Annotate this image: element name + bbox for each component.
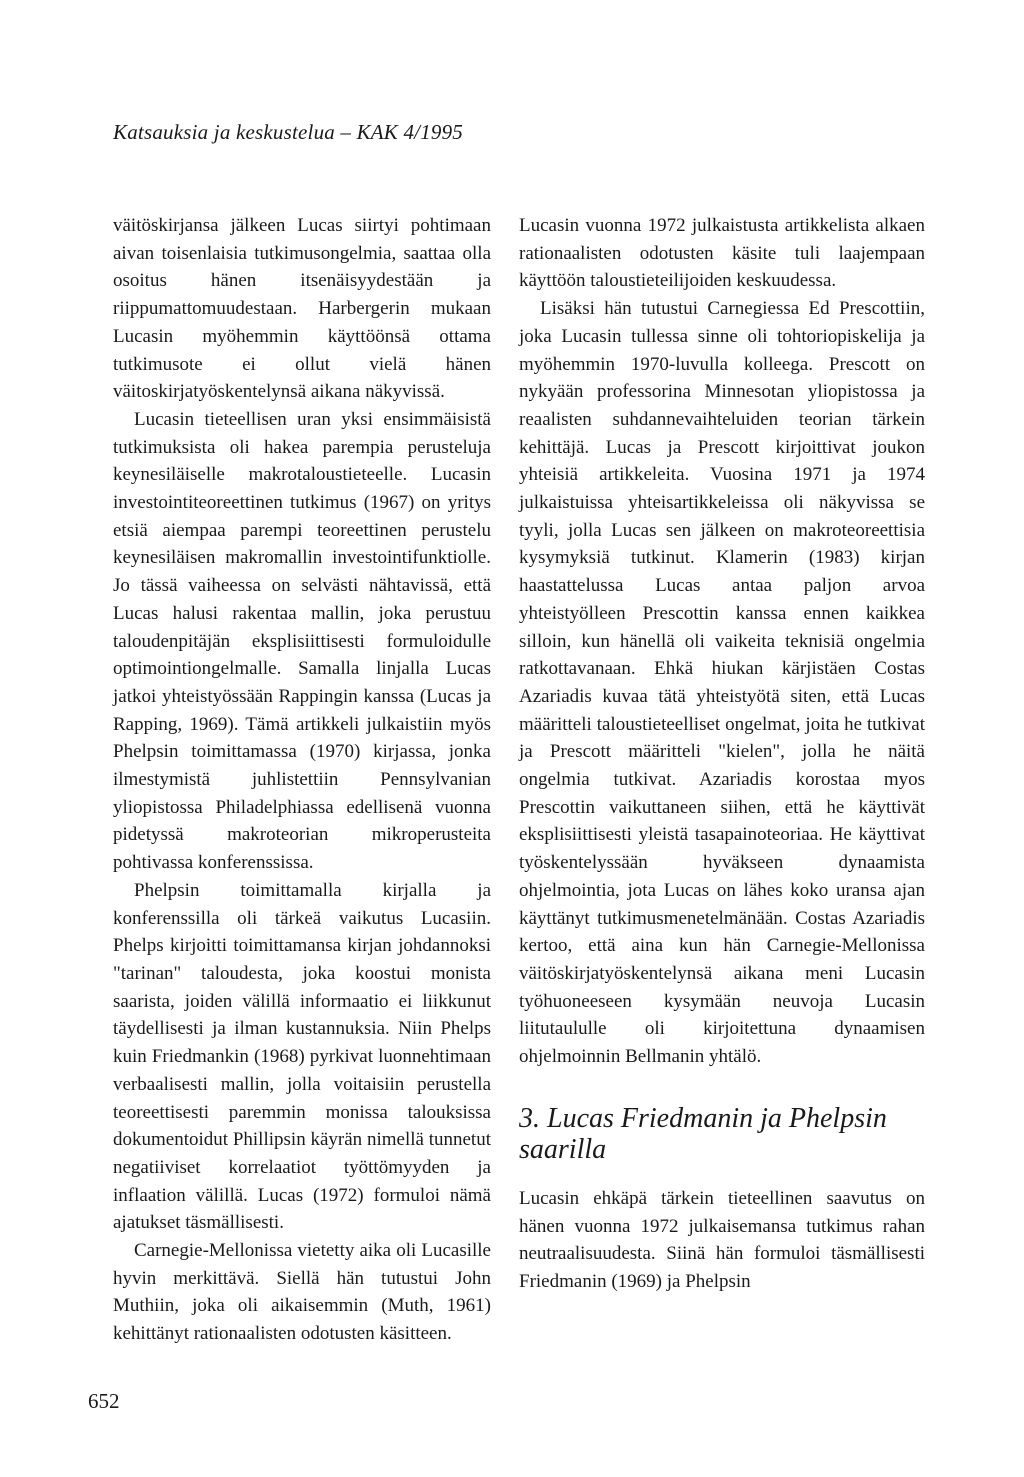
section-heading: 3. Lucas Friedmanin ja Phelpsin saarilla (519, 1102, 887, 1165)
left-column (113, 212, 491, 1348)
paragraph: Carnegie-Mellonissa vietetty aika oli Lucasille hyvin merkittävä. Siellä hän tutustui John Muthiin, joka oli aikaisemmin (Muth, 1961) kehittänyt rationaalisten odotusten käsitteen. (113, 1240, 491, 1345)
right-column (519, 212, 925, 1296)
paragraph: Phelpsin toimittamalla kirjalla ja konferenssilla oli tärkeä vaikutus Lucasiin. Phelps kirjoitti toimittamansa kirjan johdannoksi "tarinan" taloudesta, joka koostui monista saarista, joiden välillä informaatio ei liikkunut täydellisesti ja ilman kustannuksia. Niin Phelps kuin Friedmankin (1968) pyrkivat luonnehtimaan verbaalisesti mallin, jolla voitaisiin perustella teoreettisesti paremmin monissa talouksissa dokumentoidut Phillipsin käyrän nimellä tunnetut negatiiviset korrelaatiot työttömyyden ja inflaation välillä. Lucas (1972) formuloi nämä ajatukset täsmällisesti. (113, 879, 491, 1234)
paragraph: Lucasin vuonna 1972 julkaistusta artikkelista alkaen rationaalisten odotusten käsite tuli laajempaan käyttöön taloustieteilijoiden keskuudessa. (519, 215, 925, 292)
paragraph: väitöskirjansa jälkeen Lucas siirtyi pohtimaan aivan toisenlaisia tutkimusongelmia, saattaa olla osoitus hänen itsenäisyydestään ja riippumattomuudestaan. Harbergerin mukaan Lucasin myöhemmin käyttöönsä ottama tutkimusote ei ollut vielä hänen väitoskirjatyöskentelynsä aikana näkyvissä. (113, 215, 491, 403)
running-header: Katsauksia ja keskustelua – KAK 4/1995 (113, 120, 463, 144)
paragraph: Lucasin tieteellisen uran yksi ensimmäisistä tutkimuksista oli hakea parempia perusteluja keynesiläiselle makrotaloustieteelle. Lucasin investointiteoreettinen tutkimus (1967) on yritys etsiä aiempaa parempi teoreettinen perustelu keynesiläisen makromallin investointifunktiolle. Jo tässä vaiheessa on selvästi nähtavissä, että Lucas halusi rakentaa mallin, joka perustuu taloudenpitäjän eksplisiittisesti formuloidulle optimointiongelmalle. Samalla linjalla Lucas jatkoi yhteistyössään Rappingin kanssa (Lucas ja Rapping, 1969). Tämä artikkeli julkaistiin myös Phelpsin toimittamassa (1970) kirjassa, jonka ilmestymistä juhlistettiin Pennsylvanian yliopistossa Philadelphiassa edellisenä vuonna pidetyssä makroteorian mikroperusteita pohtivassa konferenssissa. (113, 408, 491, 874)
paragraph: Lisäksi hän tutustui Carnegiessa Ed Prescottiin, joka Lucasin tullessa sinne oli tohtoriopiskelija ja myöhemmin 1970-luvulla kolleega. Prescott on nykyään professorina Minnesotan yliopistossa ja reaalisten suhdannevaihteluiden teorian tärkein kehittäjä. Lucas ja Prescott kirjoittivat joukon yhteisiä artikkeleita. Vuosina 1971 ja 1974 julkaistuissa yhteisartikkeleissa oli näkyvissa se tyyli, jolla Lucas sen jälkeen on makroteoreettisia kysymyksiä tutkinut. Klamerin (1983) kirjan haastattelussa Lucas antaa paljon arvoa yhteistyölleen Prescottin kanssa ennen kaikkea silloin, kun hänellä oli vaikeita teknisiä ongelmia ratkottavanaan. Ehkä hiukan kärjistäen Costas Azariadis kuvaa tätä yhteistyötä siten, että Lucas määritteli taloustieteelliset ongelmat, joita he tutkivat ja Prescott määritteli "kielen", jolla he näitä ongelmia tutkivat. Azariadis korostaa myos Prescottin vaikuttaneen siihen, että he käyttivät eksplisiittisesti yleistä tasapainoteoriaa. He käyttivat työskentelyssään hyväkseen dynaamista ohjelmointia, jota Lucas on lähes koko uransa ajan käyttänyt tutkimusmenetelmänään. Costas Azariadis kertoo, että aina kun hän Carnegie-Mellonissa väitöskirjatyöskentelynsä aikana meni Lucasin työhuoneeseen kysymään neuvoja Lucasin liitutaululle oli kirjoitettuna dynaamisen ohjelmoinnin Bellmanin yhtälö. (519, 298, 925, 1068)
paragraph: Lucasin ehkäpä tärkein tieteellinen saavutus on hänen vuonna 1972 julkaisemansa tutkimus rahan neutraalisuudesta. Siinä hän formuloi täsmällisesti Friedmanin (1969) ja Phelpsin (519, 1187, 925, 1292)
page-number: 652 (88, 1389, 120, 1413)
